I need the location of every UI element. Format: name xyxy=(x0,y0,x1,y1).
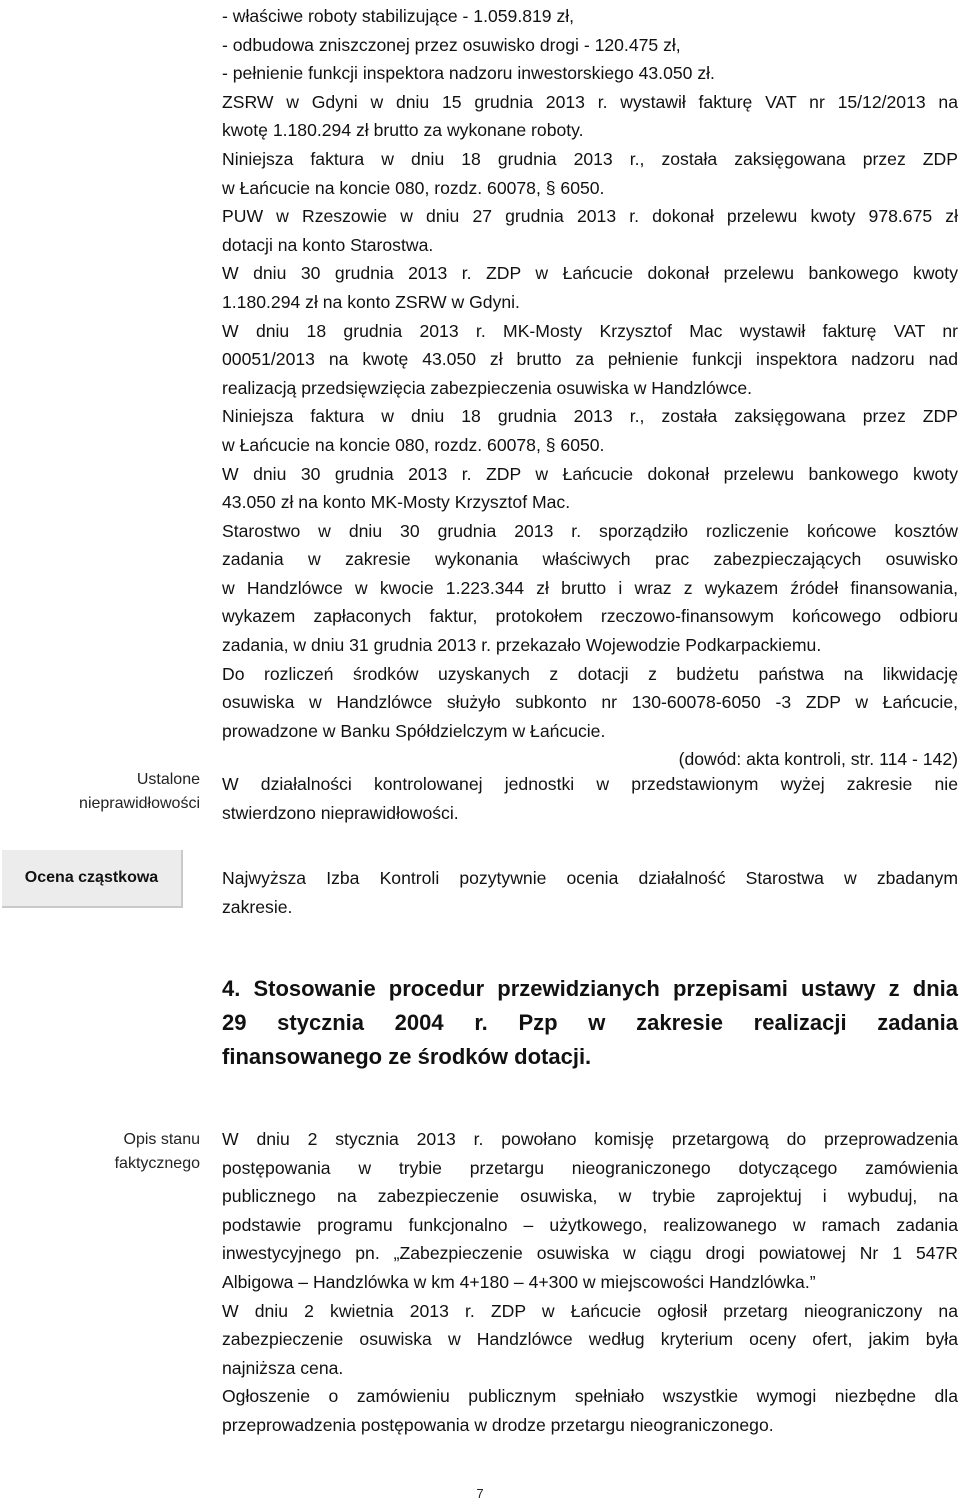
text-line: W działalności kontrolowanej jednostki w przedstawionym wyżej zakresie nie xyxy=(222,774,958,794)
text-line: Albigowa – Handzlówka w km 4+180 – 4+300 w miejscowości Handzlówka.” xyxy=(222,1271,816,1292)
text-line: postępowania w trybie przetargu nieograniczonego dotyczącego zamówienia xyxy=(222,1157,958,1178)
heading-line: 29 stycznia 2004 r. Pzp w zakresie realizacji zadania xyxy=(222,1010,958,1035)
text-line: - właściwe roboty stabilizujące - 1.059.819 zł, xyxy=(222,6,575,26)
facts-text xyxy=(222,1125,958,1440)
text-line: publicznego na zabezpieczenie osuwiska, w trybie zaprojektuj i wybuduj, na xyxy=(222,1186,958,1207)
text-line: przeprowadzenia postępowania w drodze przetargu nieograniczonego. xyxy=(222,1414,774,1435)
text-line: Niniejsza faktura w dniu 18 grudnia 2013 r., została zaksięgowana przez ZDP xyxy=(222,148,958,169)
text-line: inwestycyjnego pn. „Zabezpieczenie osuwiska w ciągu drogi powiatowej Nr 1 547R xyxy=(222,1243,958,1264)
label-line: faktycznego xyxy=(114,1155,200,1172)
irregularities-text xyxy=(222,770,958,827)
text-line: zadania w zakresie wykonania właściwych prac zabezpieczających osuwisko xyxy=(222,549,958,570)
text-line: W dniu 2 stycznia 2013 r. powołano komisję przetargową do przeprowadzenia xyxy=(222,1129,958,1149)
assessment-label: Ocena cząstkowa xyxy=(24,869,159,886)
text-line: podstawie programu funkcjonalno – użytkowego, realizowanego w ramach zadania xyxy=(222,1214,958,1235)
text-line: W dniu 2 kwietnia 2013 r. ZDP w Łańcucie ogłosił przetarg nieograniczony na xyxy=(222,1300,958,1321)
text-line: W dniu 30 grudnia 2013 r. ZDP w Łańcucie dokonał przelewu bankowego kwoty xyxy=(222,463,958,484)
text-line: Do rozliczeń środków uzyskanych z dotacji z budżetu państwa na likwidację xyxy=(222,663,958,684)
text-line: Ogłoszenie o zamówieniu publicznym spełniało wszystkie wymogi niezbędne dla xyxy=(222,1386,958,1407)
text-line: w Łańcucie na koncie 080, rozdz. 60078, § 6050. xyxy=(222,434,605,455)
label-line: Opis stanu xyxy=(123,1131,200,1148)
financial-description xyxy=(222,2,958,774)
label-line: nieprawidłowości xyxy=(79,795,200,812)
section-heading xyxy=(222,972,958,1074)
text-line: wykazem zapłaconych faktur, protokołem rzeczowo-finansowym końcowego odbioru xyxy=(222,606,958,627)
text-line: najniższa cena. xyxy=(222,1357,344,1378)
assessment-label-box xyxy=(2,850,183,908)
heading-line: 4. Stosowanie procedur przewidzianych przepisami ustawy z dnia xyxy=(222,976,958,1001)
text-line: w Łańcucie na koncie 080, rozdz. 60078, § 6050. xyxy=(222,177,605,198)
text-line: dotacji na konto Starostwa. xyxy=(222,234,434,255)
text-line: kwotę 1.180.294 zł brutto za wykonane roboty. xyxy=(222,120,584,141)
text-line: 00051/2013 na kwotę 43.050 zł brutto za pełnienie funkcji inspektora nadzoru nad xyxy=(222,349,958,370)
text-line: stwierdzono nieprawidłowości. xyxy=(222,802,459,823)
text-line: prowadzone w Banku Spółdzielczym w Łańcucie. xyxy=(222,720,606,741)
irregularities-label xyxy=(10,768,200,816)
text-line: Niniejsza faktura w dniu 18 grudnia 2013 r., została zaksięgowana przez ZDP xyxy=(222,406,958,427)
text-line: zakresie. xyxy=(222,896,293,917)
text-line: zabezpieczenie osuwiska w Handzlówce według kryterium oceny ofert, jakim była xyxy=(222,1329,958,1350)
text-line: w Handzlówce w kwocie 1.223.344 zł brutto i wraz z wykazem źródeł finansowania, xyxy=(222,577,958,598)
text-line: osuwiska w Handzlówce służyło subkonto nr 130-60078-6050 -3 ZDP w Łańcucie, xyxy=(222,692,958,713)
text-line: ZSRW w Gdyni w dniu 15 grudnia 2013 r. wystawił fakturę VAT nr 15/12/2013 na xyxy=(222,91,958,112)
evidence-reference: (dowód: akta kontroli, str. 114 - 142) xyxy=(678,749,958,770)
text-line: Starostwo w dniu 30 grudnia 2013 r. sporządziło rozliczenie końcowe kosztów xyxy=(222,520,958,541)
text-line: - pełnienie funkcji inspektora nadzoru inwestorskiego 43.050 zł. xyxy=(222,63,715,84)
text-line: 1.180.294 zł na konto ZSRW w Gdyni. xyxy=(222,291,520,312)
text-line: 43.050 zł na konto MK-Mosty Krzysztof Mac. xyxy=(222,492,571,513)
text-line: - odbudowa zniszczonej przez osuwisko drogi - 120.475 zł, xyxy=(222,34,681,55)
page-number: 7 xyxy=(476,1486,484,1501)
label-line: Ustalone xyxy=(136,771,200,788)
text-line: realizacją przedsięwzięcia zabezpieczenia osuwiska w Handzlówce. xyxy=(222,377,753,398)
text-line: zadania, w dniu 31 grudnia 2013 r. przekazało Wojewodzie Podkarpackiemu. xyxy=(222,635,822,656)
text-line: W dniu 30 grudnia 2013 r. ZDP w Łańcucie dokonał przelewu bankowego kwoty xyxy=(222,263,958,284)
facts-label xyxy=(10,1128,200,1176)
text-line: PUW w Rzeszowie w dniu 27 grudnia 2013 r. dokonał przelewu kwoty 978.675 zł xyxy=(222,206,958,227)
text-line: W dniu 18 grudnia 2013 r. MK-Mosty Krzysztof Mac wystawił fakturę VAT nr xyxy=(222,320,958,341)
heading-line: finansowanego ze środków dotacji. xyxy=(222,1044,592,1069)
assessment-text xyxy=(222,864,958,921)
text-line: Najwyższa Izba Kontroli pozytywnie ocenia działalność Starostwa w zbadanym xyxy=(222,868,958,888)
